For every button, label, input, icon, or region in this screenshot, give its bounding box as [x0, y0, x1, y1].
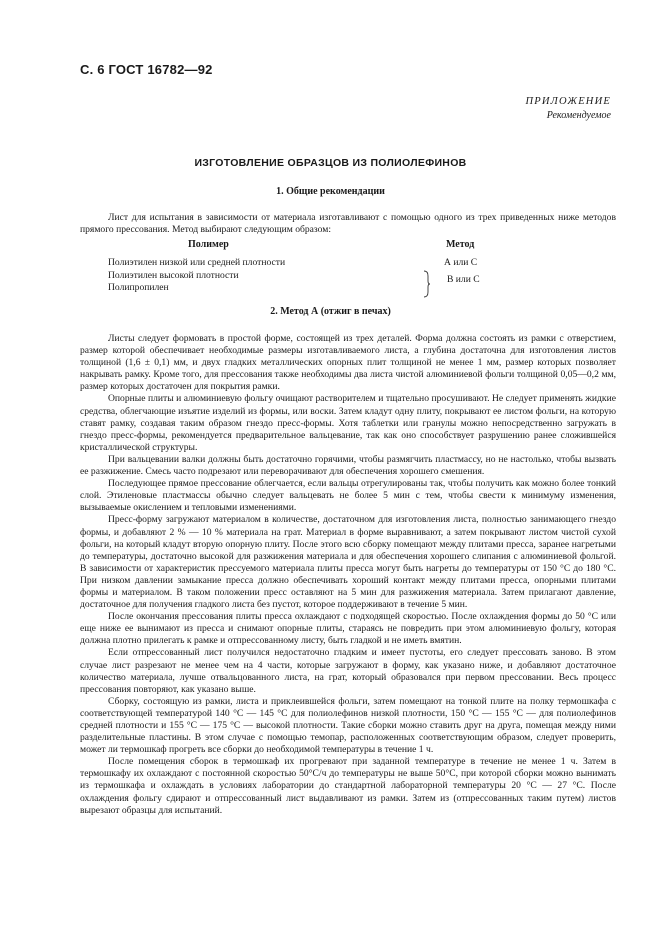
page-header: С. 6 ГОСТ 16782—92	[80, 62, 213, 77]
paragraph: Пресс-форму загружают материалом в количестве, достаточном для изготовления листа, полностью занимающего гнездо формы, и добавляют 2 % — 10 % материала на грат. Материал в форме выравнивают, а затем покрывают листом чистой сухой фольги, на который кладут вторую опорную плиту. После этого всю сборку помещают между плитами пресса, заранее нагретыми до температуры, достаточно высокой для разжижения материала и для обеспечения хорошего слипания с алюминиевой фольгой. В зависимости от характеристик прессуемого материала плиты пресса могут быть нагреты до температуры от 150 °С до 180 °С. При низком давлении замыкание пресса должно обеспечивать хороший контакт между плитами пресса, опорными плитами формы и материалом. В таком положении пресс оставляют на 5 мин для разжижения материала. Затем прилагают давление, достаточное для получения гладкого листа без пустот, которое поддерживают в течение 5 мин.	[80, 514, 616, 611]
brace-symbol	[424, 270, 430, 298]
paragraph: Листы следует формовать в простой форме, состоящей из трех деталей. Форма должна состоять из рамки с отверстием, размер которой обеспечивает необходимые размеры изготавливаемого листа, а глубина достаточна для изготовления листов толщиной (1,6 ± 0,1) мм, и двух гладких металлических опорных плит толщиной не менее 1 мм, размер которых позволяет накрывать рамку. Кроме того, для прессования также необходимы два листа чистой алюминиевой фольги толщиной 0,05—0,2 мм, размер которых достаточен для покрытия рамки.	[80, 333, 616, 393]
appendix-label: ПРИЛОЖЕНИЕ	[525, 96, 611, 107]
paragraph: Сборку, состоящую из рамки, листа и приклеившейся фольги, затем помещают на тонкой плите на полку термошкафа с соответствующей температурой 140 °С — 145 °С для полиолефинов низкой плотности, 150 °С — 155 °С — для полиолефинов средней плотности и 155 °С — 175 °С — высокой плотности. Такие сборки можно ставить друг на друга, помещая между ними разделительные пластины. В этом случае с помощью темопар, расположенных соответствующим образом, следует проверить, может ли термошкаф прогреть все сборки до необходимой температуры в течение 1 ч.	[80, 695, 616, 756]
column-polymer: Полимер	[188, 239, 229, 250]
paragraph: Если отпрессованный лист получился недостаточно гладким и имеет пустоты, его следует прессовать заново. В этом случае лист разрезают не менее чем на 4 части, которые загружают в форму, как указано ниже, и добавляют достаточное количество материала, лучше отвальцованного листа, на грат, который образовался при первом прессовании. Весь процесс прессования повторяют, как указано выше.	[80, 647, 616, 695]
paragraph: После окончания прессования плиты пресса охлаждают с подходящей скоростью. После охлаждения формы до 50 °С или еще ниже ее вынимают из пресса и снимают опорные плиты, стараясь не повредить при этом алюминиевую фольгу, которая должна плотно прилегать к рамке и отпрессованному листу, быть гладкой и не иметь вмятин.	[80, 611, 616, 647]
paragraph: Последующее прямое прессование облегчается, если вальцы отрегулированы так, чтобы получить как можно более тонкий слой. Этиленовые пластмассы обычно следует вальцевать не более 5 мин с тем, чтобы свести к минимуму изменения, вызываемые окислением и тепловыми изменениями.	[80, 478, 616, 514]
appendix-label-block	[526, 96, 612, 121]
column-method: Метод	[446, 239, 475, 250]
table-row-method: В или С	[447, 274, 480, 285]
section-2-text	[80, 333, 616, 817]
section-2-title: 2. Метод А (отжиг в печах)	[270, 306, 391, 317]
table-row-method: А или С	[444, 257, 478, 268]
appendix-note: Рекомендуемое	[546, 110, 611, 121]
paragraph: Опорные плиты и алюминиевую фольгу очищают растворителем и тщательно просушивают. Не следует применять жидкие средства, облегчающие изъятие изделий из формы, или воски. Затем кладут одну плиту, покрывают ее листом фольги, на которую ставят рамку, создавая таким образом гнездо пресс-формы. Хотя таблетки или гранулы можно непосредственно загружать в гнездо пресс-формы, рекомендуется предварительное вальцевание, так как оно способствует разрушению ранее сложившейся кристаллической структуры.	[80, 393, 616, 453]
table-row-polymer: Полиэтилен высокой плотности	[108, 270, 239, 281]
document-title: ИЗГОТОВЛЕНИЕ ОБРАЗЦОВ ИЗ ПОЛИОЛЕФИНОВ	[194, 157, 467, 169]
paragraph: После помещения сборок в термошкаф их прогревают при заданной температуре в течение не менее 1 ч. Затем в термошкафу их охлаждают с постоянной скоростью 50°С/ч до температуры не выше 50°С, при которой сборки можно вынимать из термошкафа и охлаждать в условиях лаборатории до стандартной лабораторной температуры 20 °С — 27 °С. После охлаждения фольгу сдирают и отпрессованный лист выдавливают из рамки. Затем из (отпрессованных таким путем) листов вырезают образцы для испытаний.	[80, 756, 616, 816]
section-1-title: 1. Общие рекомендации	[276, 186, 385, 197]
section-1-text	[80, 212, 616, 236]
table-row-polymer: Полиэтилен низкой или средней плотности	[108, 257, 286, 268]
paragraph: При вальцевании валки должны быть достаточно горячими, чтобы размягчить пластмассу, но не настолько, чтобы вызвать ее разжижение. Смесь часто подрезают или переворачивают для обеспечения хорошего смешения.	[80, 453, 616, 478]
section-1-paragraph: Лист для испытания в зависимости от материала изготавливают с помощью одного из трех приведенных ниже методов прямого прессования. Метод выбирают следующим образом:	[80, 212, 616, 236]
table-row-polymer: Полипропилен	[108, 282, 169, 293]
